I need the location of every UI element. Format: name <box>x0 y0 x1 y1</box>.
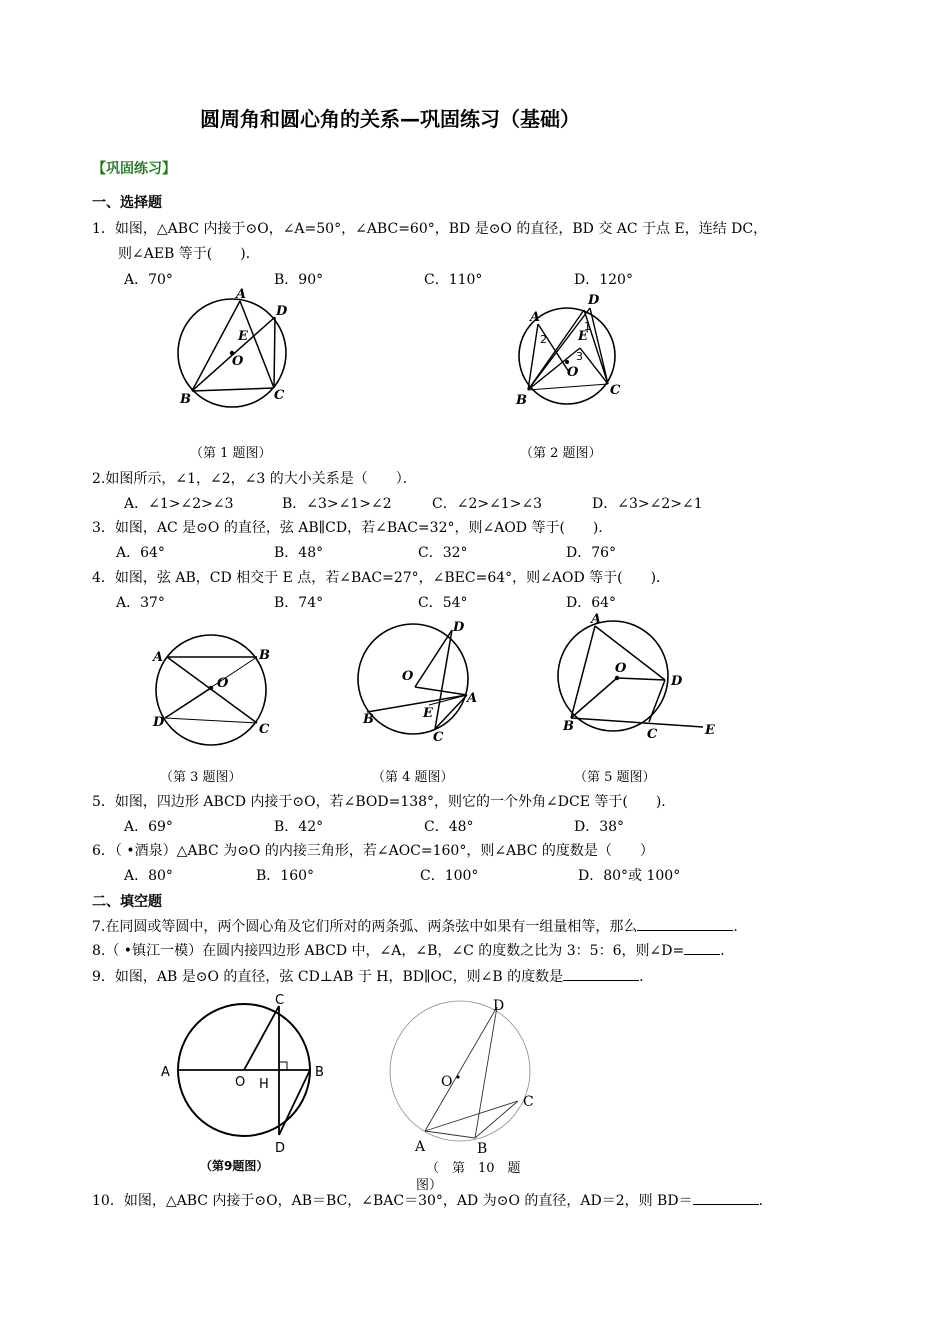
q2-option-b: B．∠3>∠1>∠2 <box>282 496 392 512</box>
q2-option-a: A．∠1>∠2>∠3 <box>124 496 234 512</box>
part1-heading: 一、选择题 <box>92 195 162 211</box>
fig2-label-3: 3 <box>576 350 583 363</box>
fig1-label-e: E <box>238 329 248 344</box>
fig5-label-c: C <box>647 727 658 740</box>
q8-answer-blank[interactable] <box>684 940 720 955</box>
q2-line1: 2.如图所示，∠1，∠2，∠3 的大小关系是（ ）． <box>92 471 417 487</box>
q3-option-d: D．76° <box>566 545 617 561</box>
q4-option-b: B．74° <box>274 595 324 611</box>
q3-option-a: A．64° <box>116 545 165 561</box>
q3-option-c: C．32° <box>418 545 468 561</box>
fig1-label-b: B <box>180 392 191 407</box>
fig4-label-d: D <box>453 620 465 635</box>
q5-option-c: C．48° <box>424 819 474 835</box>
fig2-label-d: D <box>588 293 600 308</box>
q1-option-a: A．70° <box>124 272 173 288</box>
fig9-label-a: A <box>161 1065 170 1080</box>
q3-option-b: B．48° <box>274 545 324 561</box>
q5-option-d: D．38° <box>574 819 625 835</box>
q6-option-b: B．160° <box>256 868 315 884</box>
q4-line1: 4．如图，弦 AB，CD 相交于 E 点，若∠BAC=27°，∠BEC=64°，则∠AOD 等于( )． <box>92 570 671 586</box>
fig3-label-c: C <box>259 722 270 737</box>
fig4-label-a: A <box>467 691 478 706</box>
fig5-label-a: A <box>591 612 602 627</box>
fig9-label-d: D <box>275 1141 286 1156</box>
q5-option-b: B．42° <box>274 819 324 835</box>
q5-line1: 5．如图，四边形 ABCD 内接于⊙O，若∠BOD=138°，则它的一个外角∠DCE 等于( )． <box>92 794 676 810</box>
q1-option-c: C．110° <box>424 272 483 288</box>
fig1-caption: （第 1 题图） <box>190 446 272 461</box>
fig10-caption-line1: （ 第 10 题 <box>426 1161 521 1176</box>
q7-line <box>92 916 738 936</box>
fig5-label-o: O <box>615 661 627 676</box>
figure-3 <box>145 630 280 755</box>
fig5-label-e: E <box>705 723 715 738</box>
page-title: 圆周角和圆心角的关系—巩固练习（基础） <box>200 107 580 131</box>
fig3-label-a: A <box>153 650 164 665</box>
q9-end: . <box>639 969 644 985</box>
fig5-label-b: B <box>563 719 574 734</box>
fig2-label-1: 1 <box>584 320 591 333</box>
figure-10 <box>385 995 545 1155</box>
fig1-label-o: O <box>232 354 244 369</box>
fig2-label-a: A <box>530 310 541 325</box>
q4-option-a: A．37° <box>116 595 165 611</box>
fig4-label-b: B <box>363 712 374 727</box>
fig1-label-a: A <box>236 287 247 302</box>
q6-option-d: D．80°或 100° <box>578 868 681 884</box>
fig5-caption: （第 5 题图） <box>574 770 656 785</box>
q4-option-d: D．64° <box>566 595 617 611</box>
fig5-label-d: D <box>671 674 683 689</box>
q2-option-c: C．∠2>∠1>∠3 <box>432 496 543 512</box>
fig2-caption: （第 2 题图） <box>520 446 602 461</box>
fig1-label-d: D <box>276 304 288 319</box>
fig10-label-o: O <box>441 1074 453 1090</box>
fig10-label-d: D <box>493 998 505 1014</box>
q1-line1: 1．如图，△ABC 内接于⊙O，∠A=50°，∠ABC=60°，BD 是⊙O 的直径，BD 交 AC 于点 E，连结 DC， <box>92 221 768 237</box>
q7-end: . <box>733 919 738 935</box>
q3-line1: 3．如图，AC 是⊙O 的直径，弦 AB∥CD，若∠BAC=32°，则∠AOD 等于( )． <box>92 520 613 536</box>
q1-line2: 则∠AEB 等于( )． <box>118 246 260 262</box>
fig2-label-e: E <box>578 329 588 344</box>
fig3-label-b: B <box>259 648 270 663</box>
fig10-label-c: C <box>523 1094 534 1110</box>
q2-option-d: D．∠3>∠2>∠1 <box>592 496 703 512</box>
fig10-label-b: B <box>477 1141 488 1155</box>
fig9-label-o: O <box>235 1075 246 1090</box>
q7-answer-blank[interactable] <box>637 916 733 931</box>
fig1-label-c: C <box>274 388 285 403</box>
q10-answer-blank[interactable] <box>693 1190 759 1205</box>
fig4-label-c: C <box>433 730 444 745</box>
q8-end: . <box>720 943 725 959</box>
fig10-caption-line2: 图） <box>416 1178 443 1193</box>
fig2-label-2: 2 <box>540 333 547 346</box>
q5-option-a: A．69° <box>124 819 173 835</box>
q8-text: 8.（ •镇江一模）在圆内接四边形 ABCD 中，∠A，∠B，∠C 的度数之比为 3：5：6，则∠D= <box>92 943 685 959</box>
figure-9 <box>155 990 340 1160</box>
fig9-label-c: C <box>275 993 285 1008</box>
q9-line <box>92 966 644 986</box>
fig9-caption: （第9题图） <box>200 1159 269 1173</box>
fig4-label-e: E <box>423 706 433 721</box>
fig10-label-a: A <box>415 1139 426 1155</box>
q6-option-c: C．100° <box>420 868 479 884</box>
figure-1 <box>170 285 310 415</box>
q8-line <box>92 940 725 960</box>
q6-line1: 6．（ •酒泉）△ABC 为⊙O 的内接三角形，若∠AOC=160°，则∠ABC 的度数是（ ） <box>92 843 654 859</box>
q1-option-b: B．90° <box>274 272 324 288</box>
part2-heading: 二、填空题 <box>92 894 162 910</box>
fig2-label-o: O <box>567 365 579 380</box>
q1-option-d: D．120° <box>574 272 633 288</box>
figure-5 <box>553 610 723 740</box>
q6-option-a: A．80° <box>124 868 173 884</box>
fig9-label-b: B <box>315 1065 324 1080</box>
figure-4 <box>355 617 490 747</box>
q7-text: 7.在同圆或等圆中，两个圆心角及它们所对的两条弧、两条弦中如果有一组量相等，那么 <box>92 919 638 935</box>
q10-end: . <box>758 1193 764 1209</box>
q9-text: 9．如图，AB 是⊙O 的直径，弦 CD⊥AB 于 H，BD∥OC，则∠B 的度数是 <box>92 969 564 985</box>
section-tag: 【巩固练习】 <box>92 161 176 177</box>
fig3-label-o: O <box>217 676 229 691</box>
q4-option-c: C．54° <box>418 595 468 611</box>
fig3-label-d: D <box>153 715 165 730</box>
fig4-label-o: O <box>402 669 414 684</box>
q9-answer-blank[interactable] <box>563 966 639 981</box>
fig3-caption: （第 3 题图） <box>160 770 242 785</box>
fig2-label-b: B <box>516 393 527 408</box>
q10-line <box>92 1190 763 1210</box>
fig9-label-h: H <box>259 1077 269 1092</box>
fig2-label-c: C <box>610 383 621 398</box>
q10-text: 10．如图，△ABC 内接于⊙O，AB＝BC，∠BAC＝30°，AD 为⊙O 的直径，AD＝2，则 BD＝ <box>92 1193 693 1209</box>
fig4-caption: （第 4 题图） <box>372 770 454 785</box>
figure-2 <box>510 288 640 413</box>
